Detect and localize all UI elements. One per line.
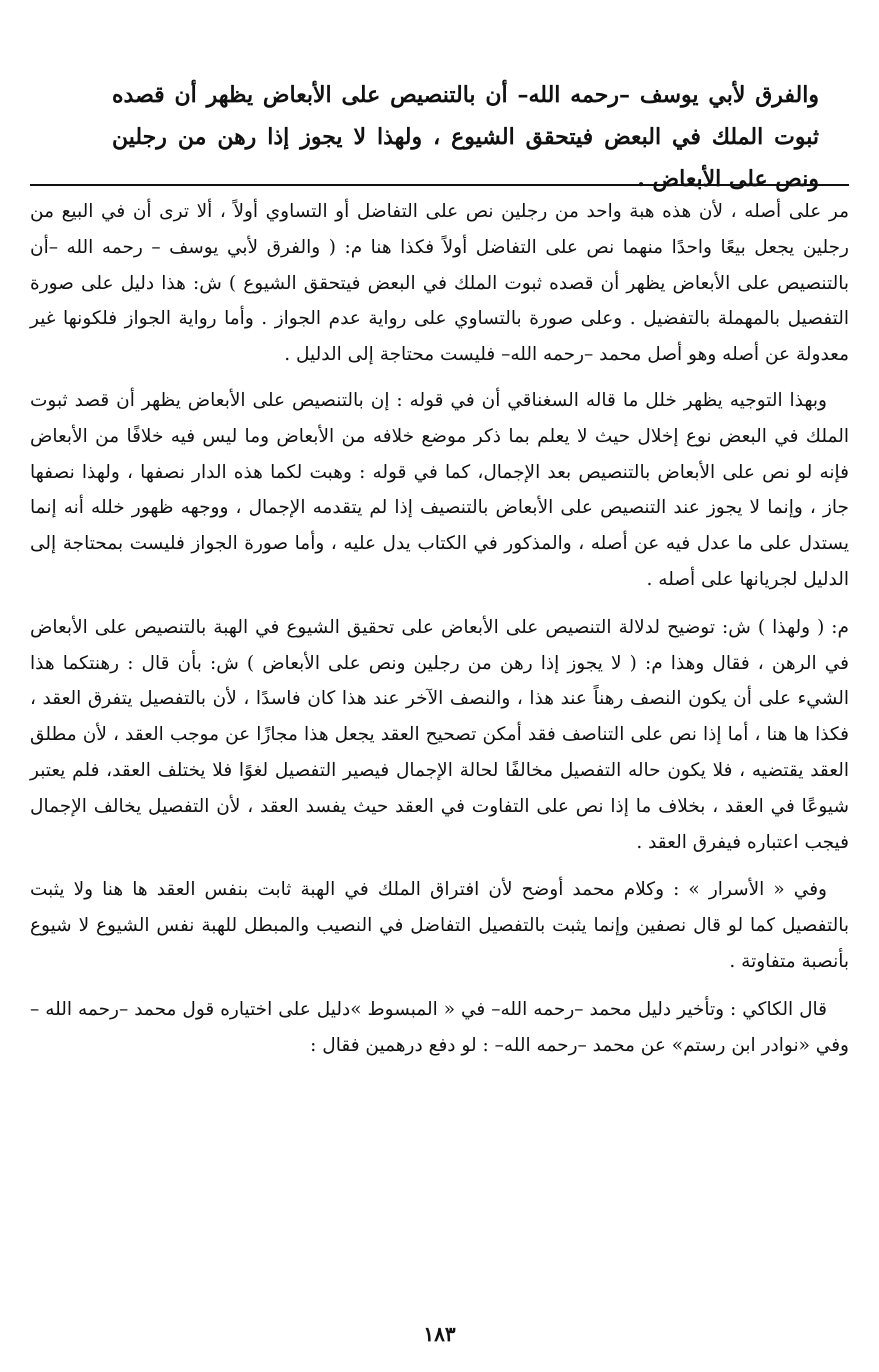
main-text: والفرق لأبي يوسف –رحمه الله– أن بالتنصيص على الأبعاض يظهر أن قصده ثبوت الملك في البعض فيتحقق الشيوع ، ولهذا لا يجوز إذا رهن من رجلين ونص على الأبعاض .	[112, 82, 819, 192]
commentary-paragraph: قال الكاكي : وتأخير دليل محمد –رحمه الله– في « المبسوط »دليل على اختياره قول محمد –رحمه الله –وفي «نوادر ابن رستم» عن محمد –رحمه الله– : لو دفع درهمين فقال :	[30, 998, 849, 1056]
commentary-paragraph: مر على أصله ، لأن هذه هبة واحد من رجلين نص على التفاضل أو التساوي أولاً ، ألا ترى أن في البيع من رجلين يجعل بيعًا واحدًا منهما نص على التفاضل أولاً فكذا هنا م: ( والفرق لأبي يوسف – رحمه الله –أن بالتنصيص على الأبعاض يظهر أن قصده ثبوت الملك في البعض فيتحقق الشيوع ) ش: هذا دليل على صورة التفصيل بالمهملة بالتفضيل . وعلى صورة بالتساوي على رواية عدم الجواز . وأما رواية الجواز فلكونها غير معدولة عن أصله وهو أصل محمد –رحمه الله– فليست محتاجة إلى الدليل .	[30, 201, 849, 366]
commentary-paragraph: م: ( ولهذا ) ش: توضيح لدلالة التنصيص على الأبعاض على تحقيق الشيوع في الهبة بالتنصيص على الأبعاض في الرهن ، فقال وهذا م: ( لا يجوز إذا رهن من رجلين ونص على الأبعاض ) ش: بأن قال : رهنتكما هذا الشيء على أن يكون النصف رهناً عند هذا ، والنصف الآخر عند هذا كان فاسدًا ، لأن بالتفصيل يتفرق العقد ، فكذا ها هنا ، أما إذا نص على التناصف فقد أمكن تصحيح العقد يجعل هذا مجازًا عن موجب العقد ، لأن مطلق العقد يقتضيه ، فلا يكون حاله التفصيل مخالفًا لحالة الإجمال فيصير التفصيل لغوًا فلا يختلف العقد، فلم يعتبر شيوعًا في العقد ، بخلاف ما إذا نص على التفاوت في العقد حيث يفسد العقد ، لأن التفصيل يخالف الإجمال فيجب اعتباره فيفرق العقد .	[30, 616, 849, 853]
commentary	[30, 194, 849, 1075]
separator-rule	[30, 184, 849, 186]
page-number: ١٨٣	[423, 1322, 456, 1346]
commentary-paragraph: وفي « الأسرار » : وكلام محمد أوضح لأن افتراق الملك في الهبة ثابت بنفس العقد ها هنا ولا يثبت بالتفصيل كما لو قال نصفين وإنما يثبت بالتفصيل التفاضل في النصيب والمبطل للهبة نفس الشيوع لا شيوع بأنصبة متفاوتة .	[30, 879, 849, 972]
commentary-paragraph: وبهذا التوجيه يظهر خلل ما قاله السغناقي أن في قوله : إن بالتنصيص على الأبعاض يظهر أن قصد ثبوت الملك في البعض نوع إخلال حيث لا يعلم بما ذكر موضع خلافه من الأبعاض وما ليس فيه خلافًا من الأبعاض فإنه لو نص على الأبعاض بالتنصيص بعد الإجمال، كما في قوله : وهبت لكما هذه الدار نصفها ، ولهذا نصفها جاز ، وإنما لا يجوز عند التنصيص على الأبعاض بالتنصيف إذا لم يتقدمه الإجمال ، ووجهه ظهور خلله أنه إنما يستدل على ما عدل فيه عن أصله ، والمذكور في الكتاب يدل عليه ، وأما صورة الجواز فليست بمحتاجة إلى الدليل لجريانها على أصله .	[30, 389, 849, 590]
